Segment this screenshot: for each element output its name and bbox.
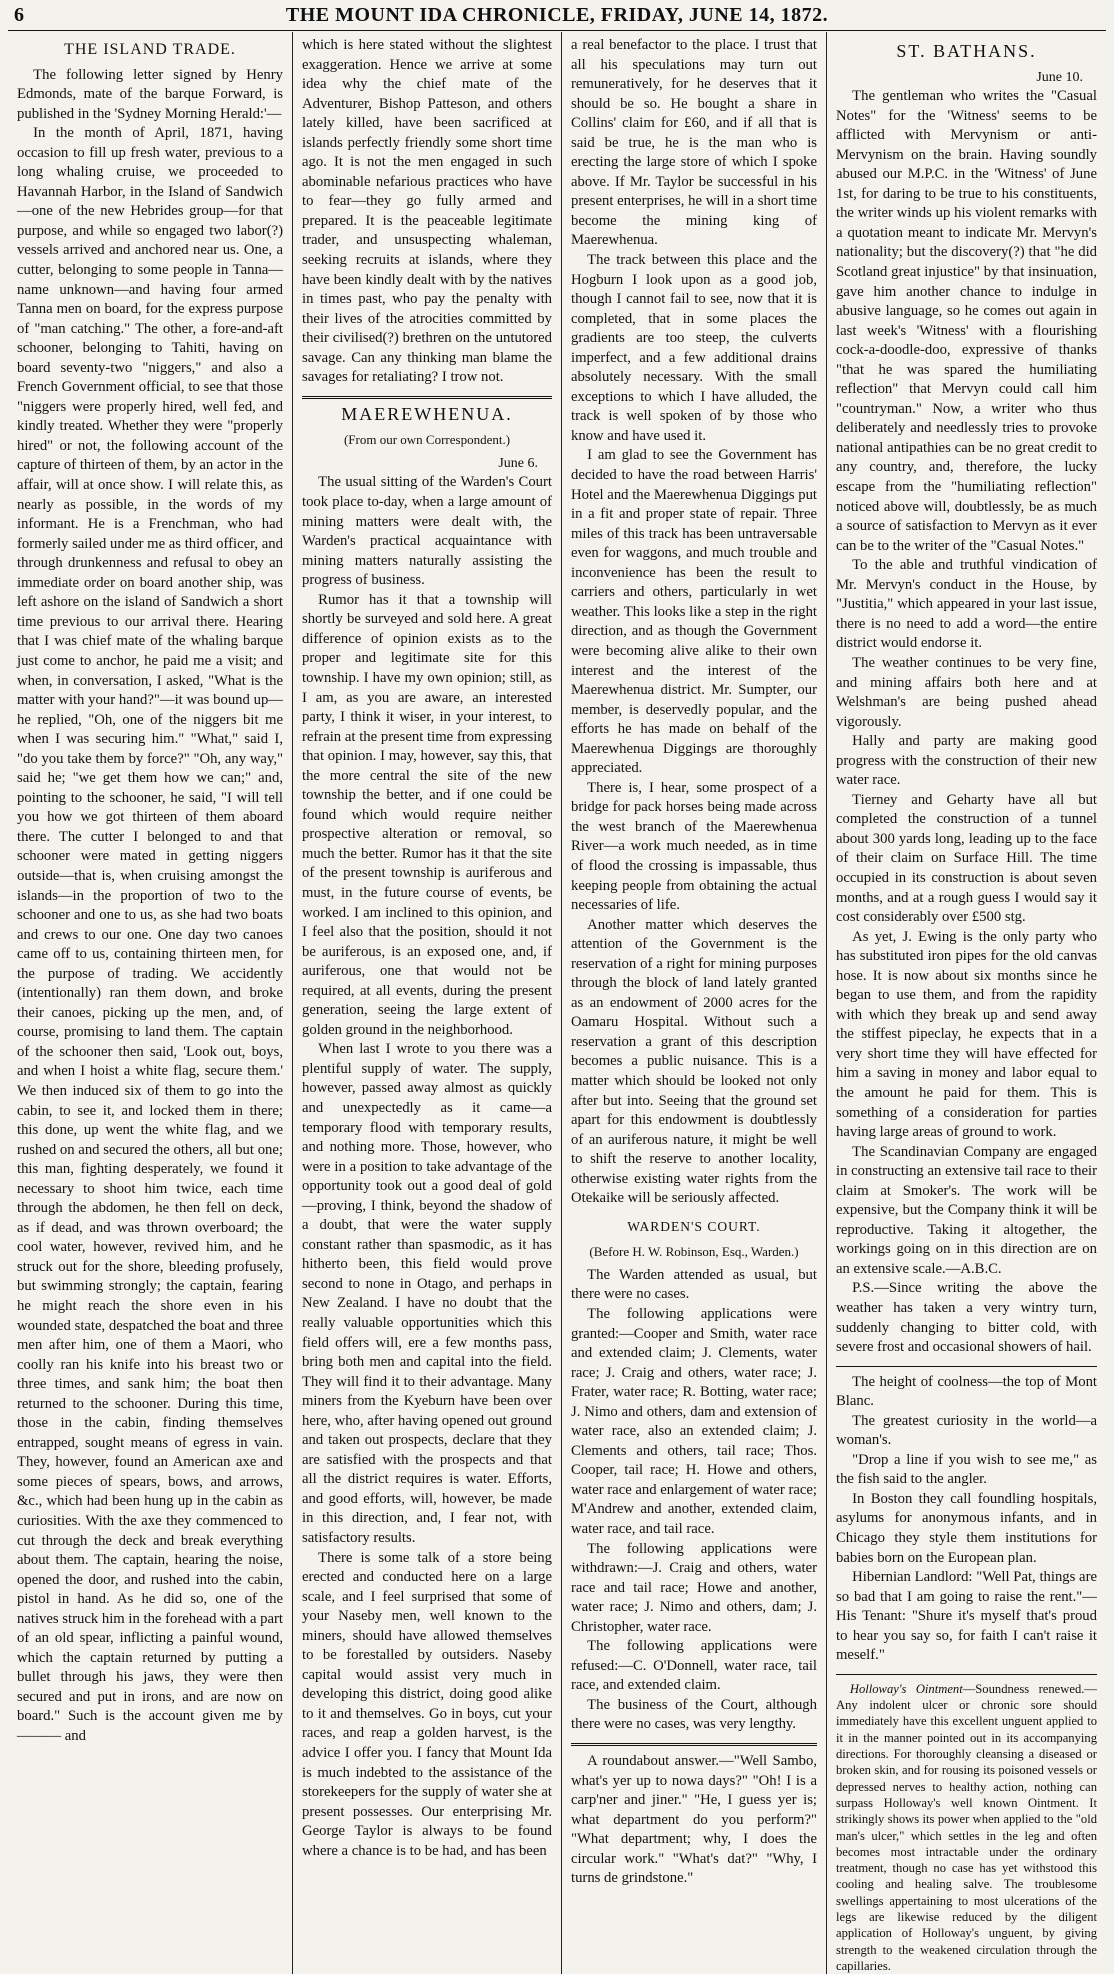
column-4 [827, 32, 1106, 1974]
heading-maerewhenua: MAEREWHENUA. [341, 403, 513, 424]
column-3 [562, 32, 827, 1974]
byline: (Before H. W. Robinson, Esq., Warden.) [589, 1244, 799, 1260]
filler-item: Hibernian Landlord: "Well Pat, things are so bad that I am going to raise the rent."—His Tenant: "Shure it's myself that's proud to hear you say so, for faith I can't raise it meself." [836, 1569, 1097, 1664]
article-paragraph: Hally and party are making good progress with the construction of their new water race. [836, 733, 1097, 789]
article-paragraph: Another matter which deserves the attention of the Government is the reservation of a right for mining purposes through the block of land lately granted as an endowment of 2000 acres for the Oamaru Hospital. Without such a reservation a grant of this description becomes a public nuisance. This is a matter which should be looked not only after but into. Seeing that the ground set apart for this endowment is doubtlessly of an auriferous nature, it might be well to shift the reserve to another locality, otherwise existing water rights from the Otekaike will be seriously affected. [571, 916, 817, 1207]
newspaper-title: THE MOUNT IDA CHRONICLE, FRIDAY, JUNE 14, 1872. [285, 3, 829, 26]
article-paragraph: Tierney and Geharty have all but completed the construction of a tunnel about 300 yards long, leading up to the face of their claim on Surface Hill. The time occupied in its construction is about seven months, and at a rough guess I would say it cost considerably over £500 stg. [836, 791, 1097, 926]
filler-item: The height of coolness—the top of Mont Blanc. [836, 1373, 1097, 1410]
article-paragraph: In the month of April, 1871, having occasion to fill up fresh water, previous to a long whaling cruise, we proceeded to Havannah Harbor, in the Island of Sandwich—one of the new Hebrides group—for that purpose, and while so engaged two labor(?) vessels arrived and anchored near us. One, a cutter, belonging to some people in Tanna—name unknown—and having four armed Tanna men on board, for the express purpose of "man catching." The other, a fore-and-aft schooner, belonging to Tahiti, having on board seventy-two "niggers," and also a French Government official, to see that those "niggers were properly hired, well fed, and kindly treated. Whether they were "properly hired" or not, the following account of the capture of thirteen of them, by an actor in the affair, will at once show. I will relate this, as nearly as possible, in the words of my informant. He is a Frenchman, who had formerly sailed under me as third officer, and through drunkenness and refusal to obey an immediate order on board another ship, was left ashore on the island of Sandwich a short time previous to our arrival there. Hearing that I was chief mate of the whaling barque just come to anchor, he paid me a visit; and when, in conversation, I asked, "What is the matter with your hand?"—it was bound up—he replied, "Oh, one of the niggers bit me when I was securing him." "What," said I, "do you take them by force?" "Oh, any way," said he; "we get them how we can;" and, pointing to the schooner, he said, "I will tell you how we got thirteen of them aboard there. The cutter I belonged to and that schooner were mated in getting niggers outside—that is, when cruising amongst the islands—in the proportion of two to the schooner and one to us, as she had two boats and crews to our one. One day two canoes came off to us, containing thirteen men, for the purpose of trading. We accidently (intentionally) ran them down, and broke their canoes, picking up the men, and, of course, promising to land them. The captain of the schooner then said, 'Look out, boys, and when I hoist a white flag, secure them.' We then induced six of them to go into the cabin, to see it, and locked them in there; this done, up went the white flag, and we rushed on and secured the others, all but one; this man, fighting desperately, we found it necessary to shoot him twice, each time through the abdomen, he then fell on deck, as if dead, and was thrown overboard; the cool water, however, revived him, and he struck out for the shore, bleeding profusely, but swimming strongly; the captain, fearing he might reach the shore even in his wounded state, despatched the boat and three men after him, one of them a Maori, who coolly ran his knife into his breast two or three times, and sank him; the boat then returned to the schooner. During this time, those in the cabin, finding themselves entrapped, sought means of egress in vain. They, however, found an American axe and some pieces of spears, bows, and arrows, &c., which had been hung up in the cabin as curiosities. With the axe they commenced to cut through the deck and break everything about them. The captain, hearing the noise, opened the door, and rushed into the cabin, pistol in hand. As he did so, one of the natives struck him in the forehead with a part of an old spear, inflicting a painful wound, which the captain returned by putting a bullet through his jaws, they were then secured and put in irons, and are now on board." Such is the account given me by ——— and [17, 125, 283, 1745]
article-paragraph: The following applications were withdrawn:—J. Craig and others, water race and tail race; Howe and another, water race; J. Nimo and others, dam; J. Christopher, water race. [571, 1540, 817, 1635]
section-divider [836, 1366, 1097, 1367]
article-paragraph: To the able and truthful vindication of Mr. Mervyn's conduct in the House, by "Justitia," which appeared in your last issue, there is no need to add a word—the entire district would endorse it. [836, 557, 1097, 652]
masthead [8, 0, 1106, 31]
column-2 [293, 32, 562, 1974]
article-paragraph: The business of the Court, although there were no cases, was very lengthy. [571, 1696, 817, 1733]
page-number: 6 [14, 3, 24, 26]
article-paragraph: The Scandinavian Company are engaged in constructing an extensive tail race to their claim at Smoker's. The work will be expensive, but the Company think it will be reproductive. Taking it altogether, the workings going on in this direction are on an extensive scale.—A.B.C. [836, 1143, 1097, 1277]
advert-text: —Soundness renewed.—Any indolent ulcer or chronic sore should immediately have this excellent unguent applied to it in the manner pointed out in its accompanying directions. For thoroughly cleansing a diseased or broken skin, and for rousing its poisoned vessels or depressed nerves to healthy action, nothing can surpass Holloway's well known Ointment. It strikingly shows its power when applied to the "old man's ulcer," which settles in the leg and often becomes most intractable under the ordinary treatment, though no case has yet withstood this cooling and healing salve. The troublesome swellings appertaining to most ulcerations of the legs are likewise reduced by the diligent application of Holloway's unguent, by giving strength to the weakened circulation through the capillaries. [836, 1681, 1097, 1973]
column-1 [8, 32, 293, 1974]
section-divider [836, 1674, 1097, 1675]
dateline: June 6. [498, 455, 538, 471]
columns [8, 32, 1106, 1973]
filler-item: In Boston they call foundling hospitals, asylums for anonymous infants, and in Chicago they style them institutions for babies born on the European plan. [836, 1490, 1097, 1566]
dateline: June 10. [1036, 69, 1083, 85]
holloway-advertisement [836, 1681, 1097, 1974]
roundabout-joke: A roundabout answer.—"Well Sambo, what's yer up to nowa days?" "Oh! I is a carp'ner and jiner." "He, I guess yer is; what department do you perform?" "What department; why, I does the circular work." "What's dat?" "Why, I turns de grindstone." [571, 1753, 817, 1887]
article-paragraph: There is, I hear, some prospect of a bridge for pack horses being made across the west branch of the Maerewhenua River—a work much needed, as in time of flood the crossing is impassable, thus keeping people from obtaining the actual necessaries of life. [571, 779, 817, 914]
byline: (From our own Correspondent.) [343, 432, 511, 448]
article-paragraph: The following letter signed by Henry Edmonds, mate of the barque Forward, is published in the 'Sydney Morning Herald:'— [17, 66, 283, 122]
article-paragraph: The following applications were refused:—C. O'Donnell, water race, tail race, and extended claim. [571, 1638, 817, 1694]
article-paragraph: As yet, J. Ewing is the only party who has substituted iron pipes for the old canvas hose. It is now about six months since he began to use them, and from the rapidity with which they break up and send away the stiffest pipeclay, he expects that in a very short time they will have effected for him a saving in money and labor equal to the amount he paid for them. This is something of a consideration for parties having large areas of ground to work. [836, 928, 1097, 1141]
article-paragraph: a real benefactor to the place. I trust that all his speculations may turn out remuneratively, for he deserves that it should be so. He bought a share in Collins' claim for £60, and if all that is said be true, he is the man who is erecting the large store of which I spoke above. If Mr. Taylor be successful in his present enterprises, he will in a short time become the mining king of Maerewhenua. [571, 37, 817, 249]
filler-item: The greatest curiosity in the world—a woman's. [836, 1412, 1097, 1449]
article-continuation: which is here stated without the slightest exaggeration. Hence we arrive at some idea why the chief mate of the Adventurer, Bishop Patteson, and others lately killed, have been sacrificed at islands perfectly friendly some short time ago. It is not the men engaged in such abominable nefarious practices who have to fear—they go fully armed and prepared. It is the peaceable legitimate trader, and unsuspecting whaleman, seeking recruits at islands, where they have been kindly dealt with by the natives in times past, who pay the penalty with their lives of the atrocities committed by their civilised(?) brethren on the untutored savage. Can any thinking man blame the savages for retaliating? I trow not. [302, 37, 552, 386]
article-paragraph: The Warden attended as usual, but there were no cases. [571, 1266, 817, 1303]
heading-island-trade: THE ISLAND TRADE. [64, 41, 236, 58]
section-divider [571, 1743, 817, 1746]
article-paragraph: When last I wrote to you there was a plentiful supply of water. The supply, however, passed away almost as quickly and unexpectedly as it came—a temporary flood with temporary results, and nothing more. Those, however, who were in a position to take advantage of the opportunity took out a good deal of gold—proving, I think, beyond the shadow of a doubt, that were the water supply constant rather than spasmodic, as it has hitherto been, this field would prove second to none in Otago, and perhaps in New Zealand. I have no doubt that the really valuable opportunities which this field offers will, ere a few months pass, bring both men and capital into the field. They will find it to their advantage. Many miners from the Kyeburn have been over here, who, after having opened out ground and taken out prospects, declare that they are satisfied with the prospects and that all the district requires is water. Efforts, and good efforts, will, however, be made in this direction, and, I fear not, with satisfactory results. [302, 1041, 552, 1547]
article-paragraph: The usual sitting of the Warden's Court took place to-day, when a large amount of mining matters were dealt with, the Warden's practical acquaintance with mining matters naturally assisting the progress of business. [302, 474, 552, 589]
section-divider [302, 396, 552, 399]
filler-item: "Drop a line if you wish to see me," as the fish said to the angler. [836, 1451, 1097, 1488]
article-paragraph: Rumor has it that a township will shortly be surveyed and sold here. A great difference of opinion exists as to the proper and legitimate site for this township. I have my own opinion; still, as I am, as you are aware, an interested party, I think it wiser, in your interest, to refrain at the present time from expressing that opinion. I may, however, say this, that the more central the site of the new township the better, and if one could be found which would require neither prospective alteration or removal, so much the better. Rumor has it that the site of the present township is auriferous and must, in the future course of events, be worked. I am inclined to this opinion, and I feel also that the position, should it not be auriferous, is an exposed one, and, if auriferous, one that would not be required, at all events, during the present generation, seeing the large extent of golden ground in the neighborhood. [302, 591, 552, 1038]
advert-title: Holloway's Ointment [849, 1681, 963, 1696]
article-paragraph: The track between this place and the Hogburn I look upon as a good job, though I cannot fail to see, now that it is completed, that in some places the gradients are too steep, the culverts imperfect, and a few additional drains absolutely necessary. With the small exceptions to which I have alluded, the track is well spoken of by those who know and have used it. [571, 252, 817, 444]
article-paragraph: P.S.—Since writing the above the weather has taken a very wintry turn, suddenly changing to bitter cold, with severe frost and occasional showers of hail. [836, 1280, 1097, 1356]
heading-st-bathans: ST. BATHANS. [896, 41, 1037, 61]
article-paragraph: There is some talk of a store being erected and conducted here on a large scale, and I feel surprised that some of your Naseby men, well known to the miners, should have allowed themselves to be forestalled by outsiders. Naseby capital would assist very much in developing this district, doing good alike to it and themselves. Go in boys, cut your races, and reap a golden harvest, is the advice I offer you. I fancy that Mount Ida is much indebted to the assistance of the storekeepers for the supply of water she at present possesses. Our enterprising Mr. George Taylor is always to be found where a chance is to be had, and has been [302, 1549, 552, 1859]
article-paragraph: The gentleman who writes the "Casual Notes" for the 'Witness' seems to be afflicted with Mervynism or anti-Mervynism on the brain. Having soundly abused our M.P.C. in the 'Witness' of June 1st, for daring to be true to his constituents, the writer winds up his violent remarks with a quotation meant to indicate Mr. Mervyn's nationality; but the discovery(?) that "he did Scotland great injustice" by that insinuation, gave him another chance to indulge in abusive language, so he comes out again in last week's 'Witness' with a flourishing cock-a-doodle-doo, expressive of thanks "that he was spared the humiliating reflection" that Mervyn could call him "countryman." Now, a writer who thus deliberately and needlessly tries to provoke national antipathies can be no great credit to any country, and, therefore, the lucky escape from the "humiliating reflection" noticed above will, doubtlessly, be as much a source of satisfaction to Mervyn as it ever can be to the writer of the "Casual Notes." [836, 88, 1097, 554]
article-paragraph: The following applications were granted:—Cooper and Smith, water race and extended claim; J. Clements, water race; J. Craig and others, water race; J. Frater, water race; R. Botting, water race; J. Nimo and others, dam and extension of water race, also an extended claim; J. Clements and others, tail race; Thos. Cooper, tail race; H. Howe and others, water race and enlargement of water race; M'Andrew and another, extended claim, water race, and tail race. [571, 1306, 818, 1538]
heading-wardens-court: WARDEN'S COURT. [627, 1218, 761, 1234]
article-paragraph: I am glad to see the Government has decided to have the road between Harris' Hotel and the Maerewhenua Diggings put in a fit and proper state of repair. Three miles of this track has been untraversable even for waggons, and much trouble and inconvenience has been the result to carriers and others, particularly in wet weather. This looks like a step in the right direction, and as though the Government were becoming alive alike to their own interest and the interest of the Maerewhenua district. Mr. Sumpter, our member, is deservedly popular, and the efforts he has made on behalf of the Maerewhenua Diggings are thoroughly appreciated. [571, 447, 817, 777]
article-paragraph: The weather continues to be very fine, and mining affairs both here and at Welshman's are being pushed ahead vigorously. [836, 654, 1097, 730]
